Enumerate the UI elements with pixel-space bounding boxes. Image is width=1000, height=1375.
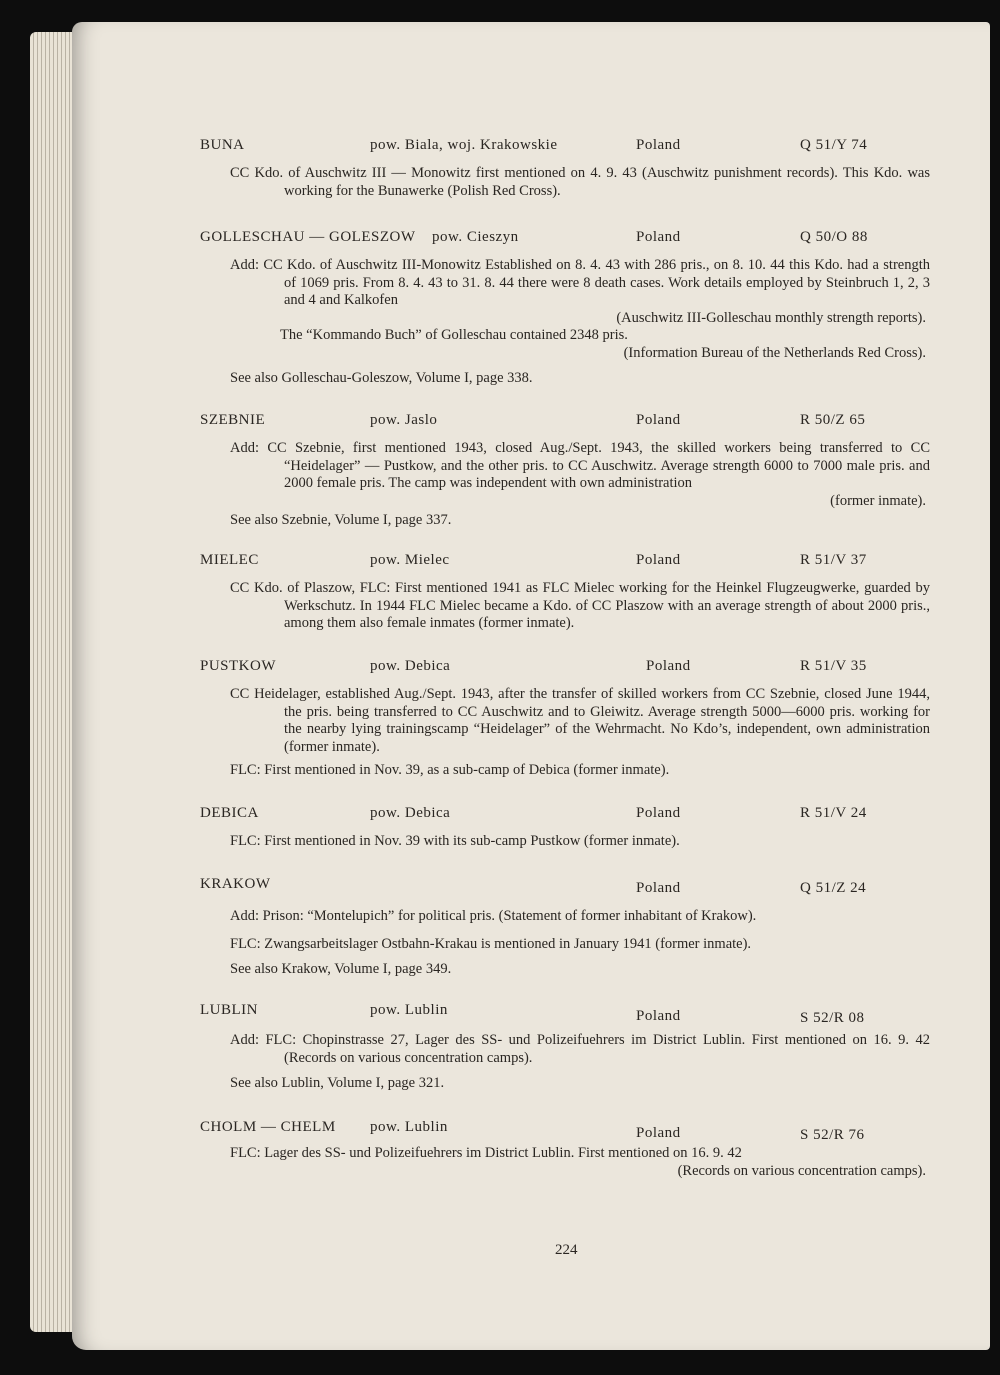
entry-cholm xyxy=(200,1119,930,1180)
entry-source: (former inmate). xyxy=(830,492,926,509)
entry-text: CC Heidelager, established Aug./Sept. 1943, after the transfer of skilled workers from CC Szebnie, closed June 1944, the pris. being transferred to CC Auschwitz and to Gleiwitz. Average strength 5000—6000 pris. working for the nearby lying trainingscamp “Heidelager” of the Wehrmacht. No Kdo’s, independent, own administration (former inmate). xyxy=(230,686,930,755)
entry-text: Add: Prison: “Montelupich” for political pris. (Statement of former inhabitant of Krakow). xyxy=(230,908,757,924)
entry-source: (Records on various concentration camps). xyxy=(677,1162,926,1179)
entry-country: Poland xyxy=(636,1125,681,1141)
entry-mielec xyxy=(200,552,930,633)
entry-country: Poland xyxy=(636,137,681,153)
entry-see-also: See also Krakow, Volume I, page 349. xyxy=(230,961,452,977)
entry-country: Poland xyxy=(636,1008,681,1024)
entry-source: (Information Bureau of the Netherlands Red Cross). xyxy=(623,344,926,361)
entry-see-also: See also Lublin, Volume I, page 321. xyxy=(230,1075,445,1091)
entry-place: BUNA xyxy=(200,137,245,153)
entry-text: FLC: First mentioned in Nov. 39 with its sub-camp Pustkow (former inmate). xyxy=(230,833,680,849)
entry-text: CC Kdo. of Plaszow, FLC: First mentioned 1941 as FLC Mielec working for the Heinkel Flugzeugwerke, guarded by Werkschutz. In 1944 FLC Mielec became a Kdo. of CC Plaszow with an average strength of about 2000 pris., among them also female inmates (former inmate). xyxy=(230,580,930,631)
entry-place: SZEBNIE xyxy=(200,412,266,428)
entry-see-also: See also Golleschau-Goleszow, Volume I, page 338. xyxy=(230,370,533,386)
entry-grid-ref: R 51/V 37 xyxy=(800,552,867,568)
entry-grid-ref: Q 51/Z 24 xyxy=(800,880,867,896)
entry-grid-ref: S 52/R 08 xyxy=(800,1010,865,1026)
entry-place: CHOLM — CHELM xyxy=(200,1119,336,1135)
entry-grid-ref: R 50/Z 65 xyxy=(800,412,866,428)
entry-szebnie xyxy=(200,412,930,530)
entry-district: pow. Biala, woj. Krakowskie xyxy=(370,137,558,153)
entry-district: pow. Mielec xyxy=(370,552,450,568)
entry-grid-ref: Q 50/O 88 xyxy=(800,229,868,245)
entry-text: FLC: First mentioned in Nov. 39, as a sub-camp of Debica (former inmate). xyxy=(230,762,670,778)
entry-text: Add: CC Szebnie, first mentioned 1943, closed Aug./Sept. 1943, the skilled workers being transferred to CC “Heidelager” — Pustkow, and the other pris. to CC Auschwitz. Average strength 6000 to 7000 male pris. and 2000 female pris. The camp was independent with own administration xyxy=(230,440,930,491)
entry-pustkow xyxy=(200,658,930,780)
entry-district: pow. Debica xyxy=(370,805,451,821)
entry-country: Poland xyxy=(636,805,681,821)
entry-text: Add: FLC: Chopinstrasse 27, Lager des SS- und Polizeifuehrers im District Lublin. First mentioned on 16. 9. 42 (Records on various concentration camps). xyxy=(230,1032,930,1066)
entry-text: FLC: Zwangsarbeitslager Ostbahn-Krakau is mentioned in January 1941 (former inmate). xyxy=(230,935,752,952)
entry-place: DEBICA xyxy=(200,805,259,821)
entry-grid-ref: S 52/R 76 xyxy=(800,1127,865,1143)
entry-place: PUSTKOW xyxy=(200,658,277,674)
entry-text: The “Kommando Buch” of Golleschau contained 2348 pris. xyxy=(280,327,628,343)
entry-buna xyxy=(200,137,930,200)
entry-text: FLC: Lager des SS- und Polizeifuehrers im District Lublin. First mentioned on 16. 9. 42 xyxy=(230,1145,742,1161)
entry-district: pow. Jaslo xyxy=(370,412,438,428)
entry-country: Poland xyxy=(636,552,681,568)
entry-country: Poland xyxy=(636,229,681,245)
entry-place: MIELEC xyxy=(200,552,259,568)
entry-text: Add: CC Kdo. of Auschwitz III-Monowitz Established on 8. 4. 43 with 286 pris., on 8. 10. 44 this Kdo. had a strength of 1069 pris. From 8. 4. 43 to 31. 8. 44 there were 8 death cases. Work details employed by Steinbruch 1, 2, 3 and 4 and Kalkofen xyxy=(230,257,930,308)
entry-golleschau xyxy=(200,229,930,388)
entry-grid-ref: Q 51/Y 74 xyxy=(800,137,868,153)
entry-grid-ref: R 51/V 35 xyxy=(800,658,867,674)
entry-district: pow. Cieszyn xyxy=(432,229,519,245)
entry-lublin xyxy=(200,1002,930,1093)
entry-district: pow. Lublin xyxy=(370,1119,448,1135)
entry-place: LUBLIN xyxy=(200,1002,258,1018)
entry-country: Poland xyxy=(646,658,691,674)
entry-grid-ref: R 51/V 24 xyxy=(800,805,867,821)
entry-district: pow. Lublin xyxy=(370,1002,448,1018)
page-number: 224 xyxy=(555,1242,578,1258)
entry-text: CC Kdo. of Auschwitz III — Monowitz first mentioned on 4. 9. 43 (Auschwitz punishment records). This Kdo. was working for the Bunawerke (Polish Red Cross). xyxy=(230,165,930,199)
entry-krakow xyxy=(200,876,930,979)
entry-source: (Auschwitz III-Golleschau monthly strength reports). xyxy=(616,309,926,326)
entry-place: KRAKOW xyxy=(200,876,271,892)
entry-see-also: See also Szebnie, Volume I, page 337. xyxy=(230,512,452,528)
entry-place: GOLLESCHAU — GOLESZOW xyxy=(200,229,416,245)
entry-district: pow. Debica xyxy=(370,658,451,674)
entry-debica xyxy=(200,805,930,851)
entry-country: Poland xyxy=(636,412,681,428)
entry-country: Poland xyxy=(636,880,681,896)
